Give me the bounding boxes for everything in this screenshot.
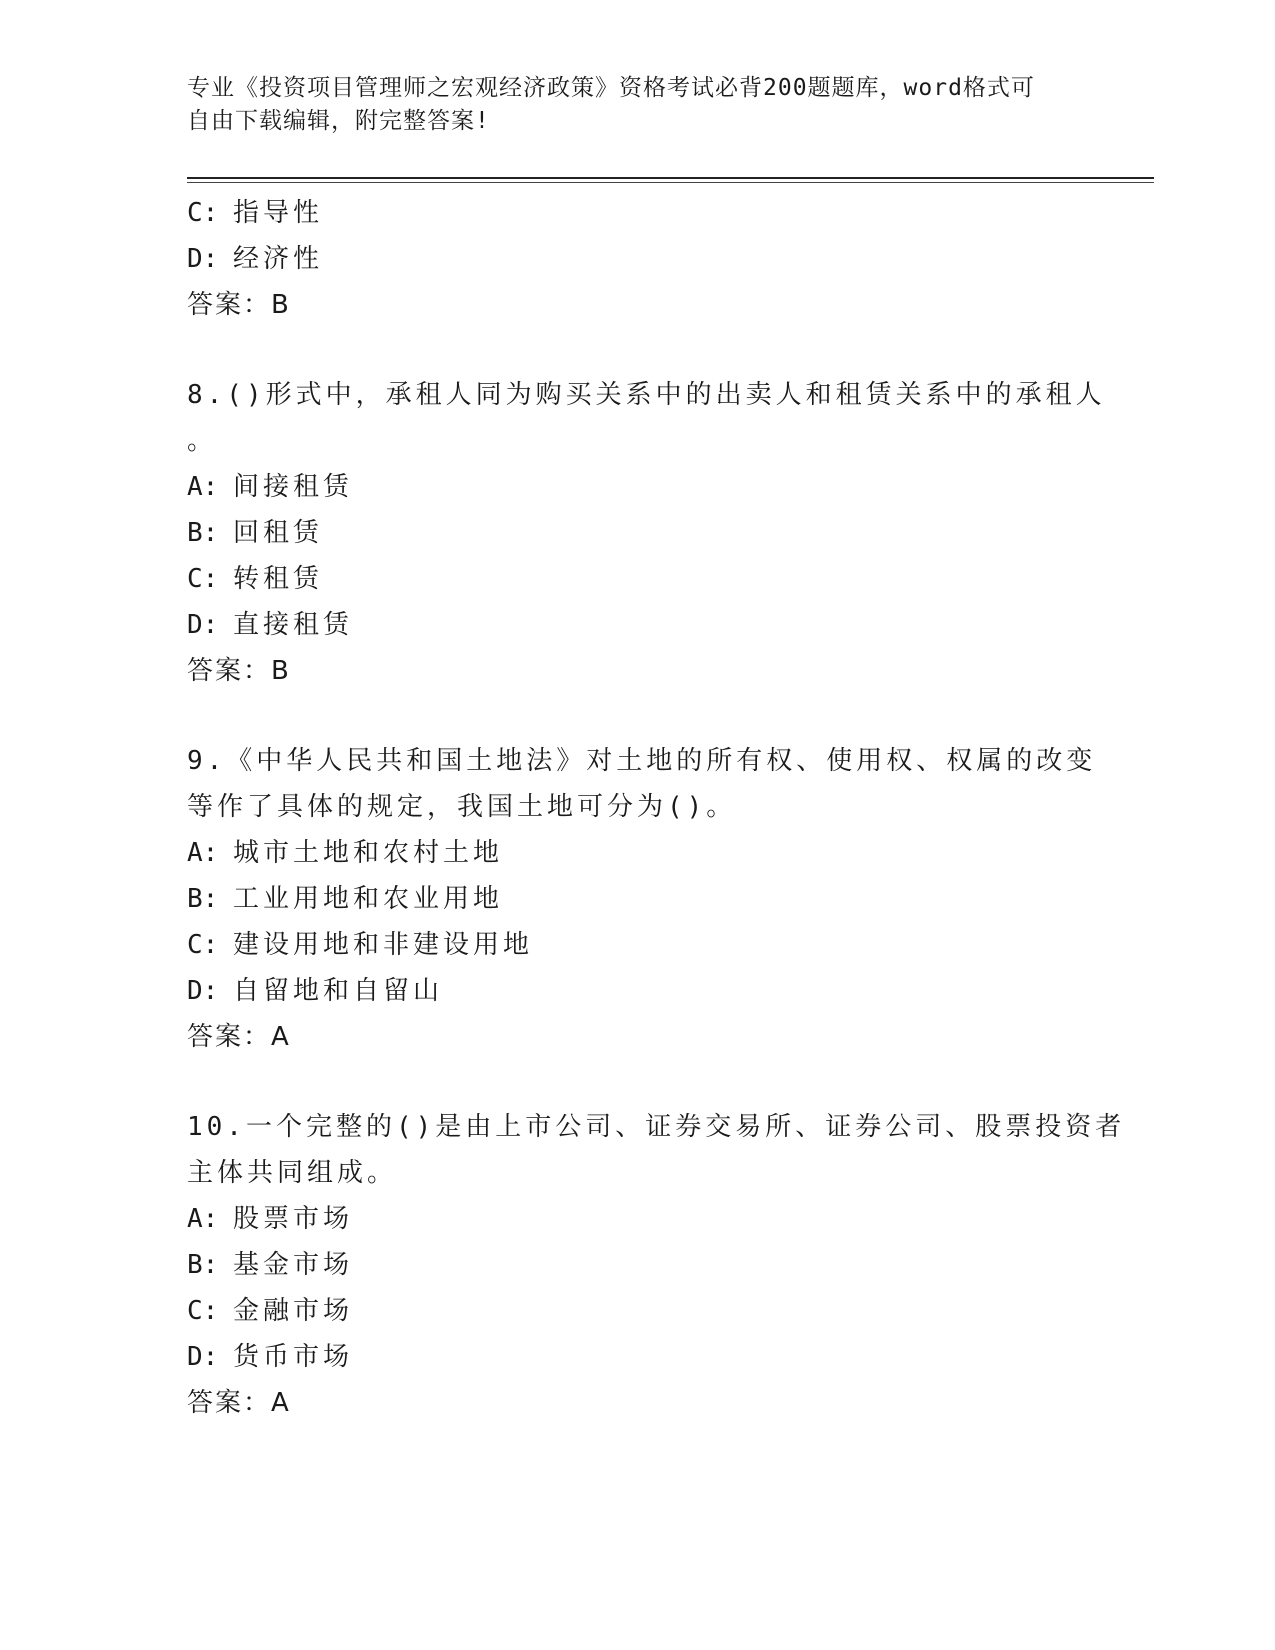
option-row bbox=[187, 602, 1087, 648]
option-letter: C: bbox=[187, 564, 219, 594]
page-header bbox=[187, 72, 1067, 138]
option-text: 股票市场 bbox=[233, 1204, 354, 1234]
option-text: 直接租赁 bbox=[233, 610, 354, 640]
option-letter: B: bbox=[187, 518, 219, 548]
answer-line: 答案：A bbox=[187, 1022, 291, 1052]
option-text: 回租赁 bbox=[233, 518, 324, 548]
option-text: 间接租赁 bbox=[233, 472, 354, 502]
question-list bbox=[187, 190, 1126, 1426]
question-9 bbox=[187, 738, 1097, 1060]
header-divider-thin bbox=[187, 182, 1154, 183]
option-text: 工业用地和农业用地 bbox=[233, 884, 504, 914]
option-row bbox=[187, 510, 1087, 556]
option-text: 指导性 bbox=[233, 198, 324, 228]
option-row bbox=[187, 1196, 1087, 1242]
option-text: 金融市场 bbox=[233, 1296, 354, 1326]
option-row bbox=[187, 922, 1087, 968]
option-row bbox=[187, 556, 1087, 602]
option-letter: D: bbox=[187, 1342, 219, 1372]
option-letter: D: bbox=[187, 244, 219, 274]
option-row bbox=[187, 190, 1087, 236]
option-row bbox=[187, 830, 1087, 876]
option-row bbox=[187, 1288, 1087, 1334]
option-row bbox=[187, 236, 1087, 282]
option-row bbox=[187, 876, 1087, 922]
question-stem-line: 等作了具体的规定，我国土地可分为()。 bbox=[187, 792, 737, 822]
option-letter: A: bbox=[187, 1204, 219, 1234]
header-divider-thick bbox=[187, 177, 1154, 179]
option-row bbox=[187, 464, 1087, 510]
question-8 bbox=[187, 372, 1106, 694]
option-row bbox=[187, 1242, 1087, 1288]
question-stem-line: 9.《中华人民共和国土地法》对土地的所有权、使用权、权属的改变 bbox=[187, 746, 1097, 776]
option-text: 基金市场 bbox=[233, 1250, 354, 1280]
header-line-2: 自由下载编辑，附完整答案! bbox=[187, 108, 490, 134]
option-text: 建设用地和非建设用地 bbox=[233, 930, 534, 960]
question-stem-line: 主体共同组成。 bbox=[187, 1158, 398, 1188]
header-line-1: 专业《投资项目管理师之宏观经济政策》资格考试必背200题题库，word格式可 bbox=[187, 75, 1035, 101]
question-10 bbox=[187, 1104, 1126, 1426]
option-text: 转租赁 bbox=[233, 564, 324, 594]
option-letter: D: bbox=[187, 610, 219, 640]
option-letter: C: bbox=[187, 930, 219, 960]
answer-line: 答案：B bbox=[187, 656, 291, 686]
option-letter: C: bbox=[187, 1296, 219, 1326]
option-letter: D: bbox=[187, 976, 219, 1006]
option-row bbox=[187, 1334, 1087, 1380]
carry-over-block bbox=[187, 190, 1087, 328]
option-letter: B: bbox=[187, 1250, 219, 1280]
option-row bbox=[187, 968, 1087, 1014]
option-letter: A: bbox=[187, 472, 219, 502]
option-letter: B: bbox=[187, 884, 219, 914]
option-text: 经济性 bbox=[233, 244, 324, 274]
option-text: 货币市场 bbox=[233, 1342, 354, 1372]
option-letter: C: bbox=[187, 198, 219, 228]
question-stem-line: 8.()形式中，承租人同为购买关系中的出卖人和租赁关系中的承租人 bbox=[187, 380, 1106, 410]
option-text: 自留地和自留山 bbox=[233, 976, 444, 1006]
question-stem-line: 。 bbox=[187, 426, 218, 456]
question-stem-line: 10.一个完整的()是由上市公司、证券交易所、证券公司、股票投资者 bbox=[187, 1112, 1126, 1142]
option-letter: A: bbox=[187, 838, 219, 868]
answer-line: 答案：A bbox=[187, 1388, 291, 1418]
answer-line: 答案：B bbox=[187, 290, 291, 320]
option-text: 城市土地和农村土地 bbox=[233, 838, 504, 868]
